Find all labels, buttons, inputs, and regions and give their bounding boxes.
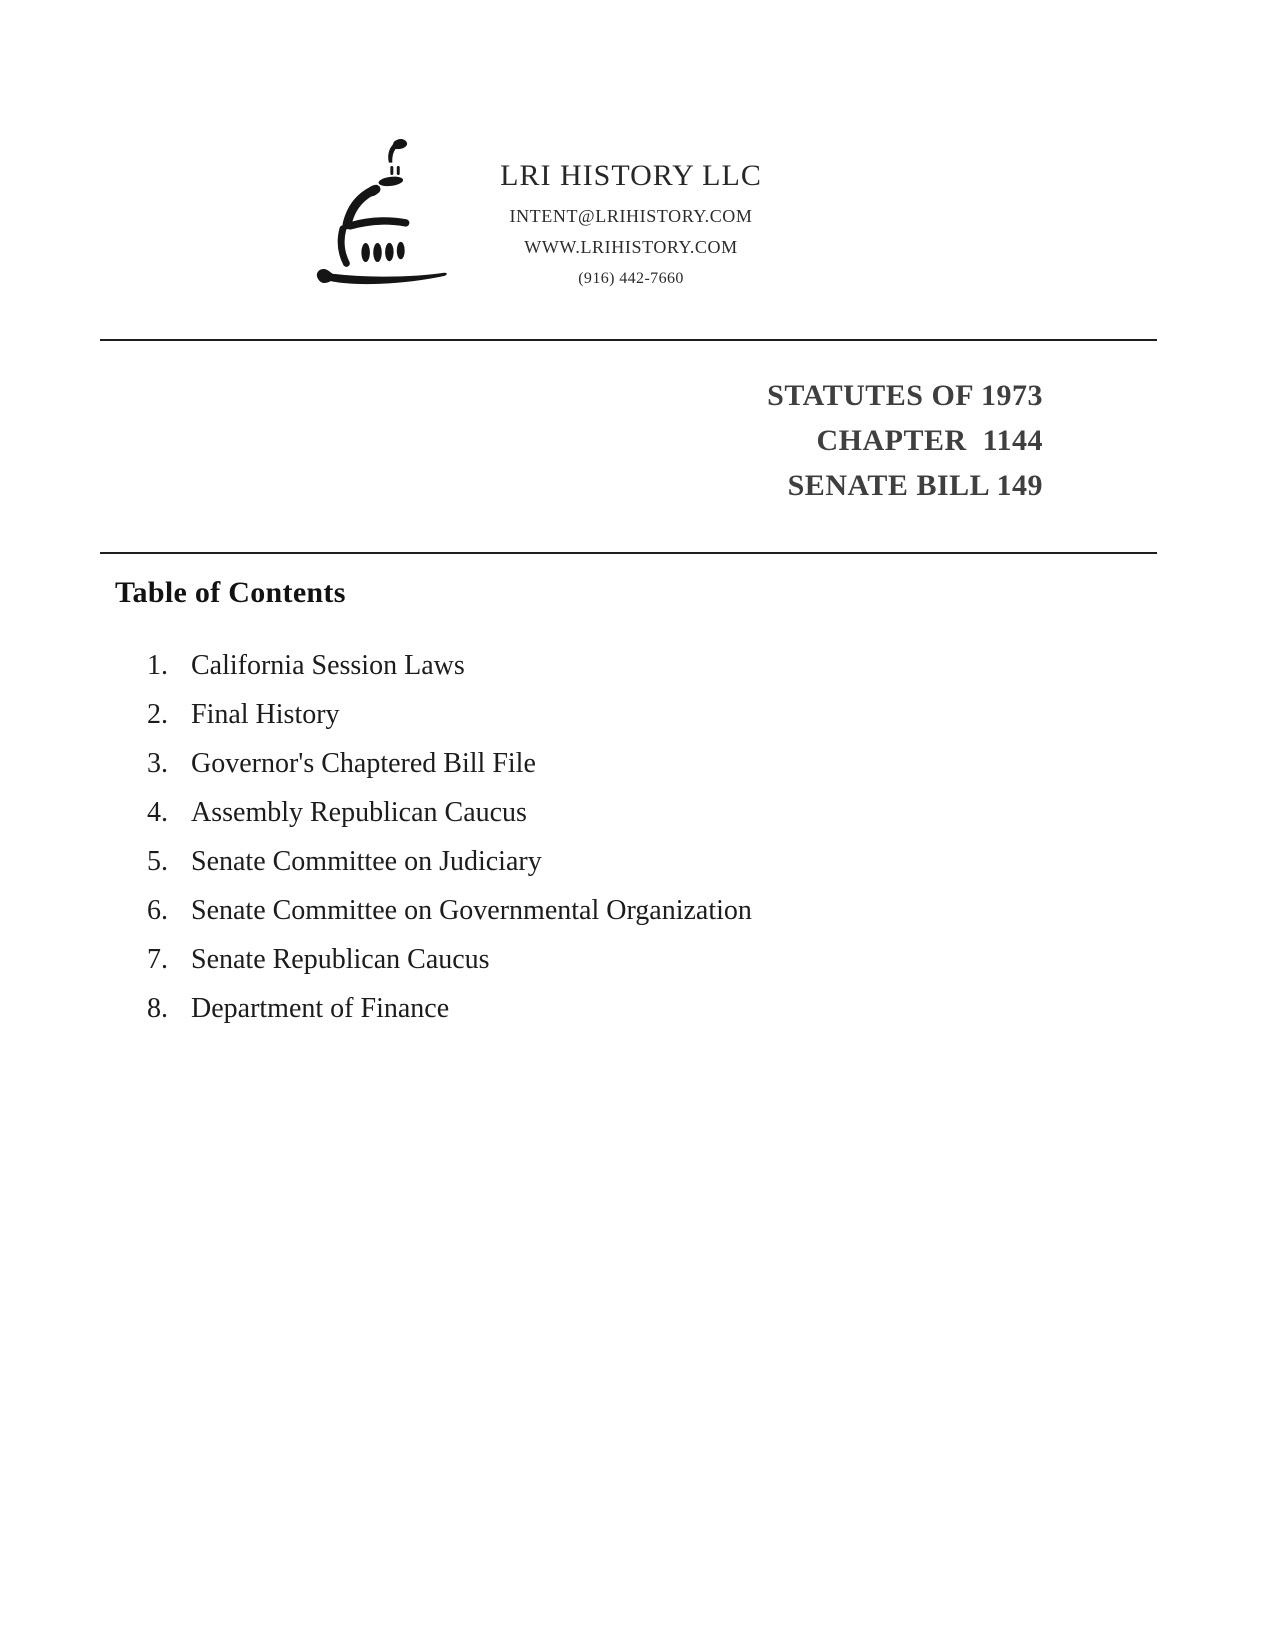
toc-item-label: Assembly Republican Caucus — [191, 797, 527, 828]
toc-item — [147, 837, 752, 886]
company-name: LRI HISTORY LLC — [500, 159, 762, 192]
toc-item — [147, 935, 752, 984]
toc-item-number: 3. — [147, 748, 168, 779]
company-phone: (916) 442-7660 — [578, 270, 684, 287]
toc-item — [147, 690, 752, 739]
toc-item-number: 2. — [147, 699, 168, 730]
toc-heading: Table of Contents — [115, 576, 346, 609]
toc-item — [147, 886, 752, 935]
title-senate-bill-line: SENATE BILL 149 — [787, 469, 1043, 502]
toc-item — [147, 641, 752, 690]
capitol-dome-logo — [294, 128, 462, 296]
toc-item — [147, 739, 752, 788]
toc-item-label: Senate Republican Caucus — [191, 944, 490, 975]
toc-item — [147, 788, 752, 837]
toc-list — [147, 641, 752, 1033]
toc-item-label: Senate Committee on Governmental Organization — [191, 895, 752, 926]
toc-item-label: Governor's Chaptered Bill File — [191, 748, 536, 779]
title-statutes-line: STATUTES OF 1973 — [767, 379, 1043, 412]
toc-item-number: 7. — [147, 944, 168, 975]
title-chapter-line: CHAPTER 1144 — [816, 424, 1043, 457]
letterhead-text — [451, 160, 811, 288]
toc-item-number: 6. — [147, 895, 168, 926]
toc-item-number: 1. — [147, 650, 168, 681]
document-title-block — [767, 373, 1043, 508]
toc-item-label: Senate Committee on Judiciary — [191, 846, 542, 877]
toc-item-label: Final History — [191, 699, 340, 730]
toc-item — [147, 984, 752, 1033]
capitol-dome-logo-svg — [294, 128, 462, 296]
toc-item-number: 5. — [147, 846, 168, 877]
company-email: INTENT@LRIHISTORY.COM — [509, 206, 753, 226]
company-website: WWW.LRIHISTORY.COM — [524, 237, 738, 257]
horizontal-rule-top — [100, 339, 1157, 341]
toc-item-label: California Session Laws — [191, 650, 465, 681]
toc-item-number: 8. — [147, 993, 168, 1024]
toc-item-number: 4. — [147, 797, 168, 828]
toc-item-label: Department of Finance — [191, 993, 450, 1024]
horizontal-rule-bottom — [100, 552, 1157, 554]
